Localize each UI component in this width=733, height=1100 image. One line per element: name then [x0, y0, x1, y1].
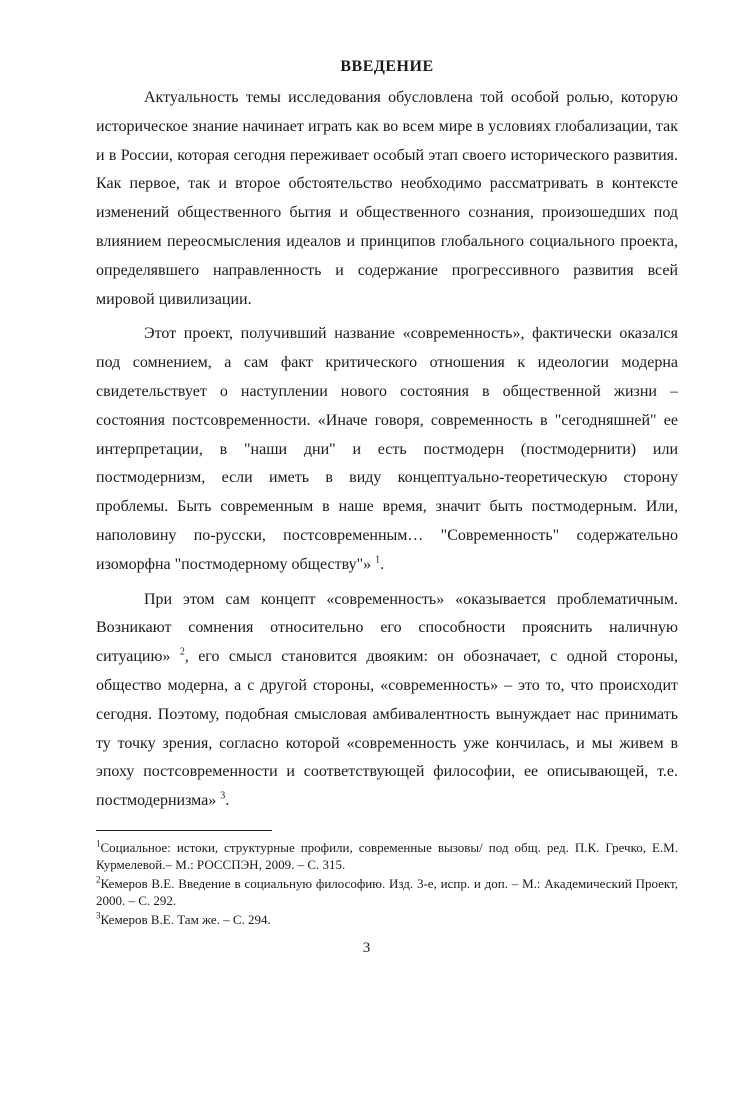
footnote-ref-3: 3: [220, 790, 226, 802]
footnote-mark-1: 1: [96, 838, 101, 849]
footnotes: [96, 830, 678, 930]
paragraph-3-part1: При этом сам концепт «современность» «оказывается проблематичным. Возникают сомнения относительно его способности прояснить наличную ситуацию»: [96, 590, 678, 666]
section-title: ВВЕДЕНИЕ: [340, 58, 434, 75]
footnote-2: [96, 875, 678, 909]
footnote-mark-2: 2: [96, 874, 101, 885]
paragraph-2-text: Этот проект, получивший название «современность», фактически оказался под сомнением, а сам факт критического отношения к идеологии модерна свидетельствует о наступлении нового состояния в общественной жизни – состояния постсовременности. «Иначе говоря, современность в "сегодняшней" ее интерпретации, в "наши дни" и есть постмодерн (постмодернити) или постмодернизм, если иметь в виду концептуально-теоретическую сторону проблемы. Быть современным в наше время, значит быть постмодерным. Или, наполовину по-русски, постсовременным… "Современность" содержательно изоморфна "постмодерному обществу"»: [96, 325, 678, 573]
footnote-1: [96, 839, 678, 873]
paragraph-2-tail: .: [380, 555, 385, 573]
footnote-ref-1: 1: [375, 554, 381, 566]
paragraph-3-tail: .: [225, 792, 230, 810]
footnote-3-text: Кемеров В.Е. Там же. – С. 294.: [100, 912, 271, 927]
paragraph-3: [96, 586, 678, 816]
document-page: [96, 58, 678, 822]
footnote-3: [96, 911, 678, 928]
footnote-divider: [96, 830, 272, 831]
paragraph-2: [96, 320, 678, 579]
footnote-1-text: Социальное: истоки, структурные профили, современные вызовы/ под общ. ред. П.К. Гречко, Е.М. Курмелевой.– М.: РОССПЭН, 2009. – С. 315.: [96, 840, 678, 872]
footnote-2-text: Кемеров В.Е. Введение в социальную философию. Изд. 3-е, испр. и доп. – М.: Академический Проект, 2000. – С. 292.: [96, 876, 678, 908]
footnote-mark-3: 3: [96, 910, 101, 921]
footnote-ref-2: 2: [179, 646, 185, 658]
paragraph-1-text: Актуальность темы исследования обусловлена той особой ролью, которую историческое знание начинает играть как во всем мире в условиях глобализации, так и в России, которая сегодня переживает особый этап своего исторического развития. Как первое, так и второе обстоятельство необходимо рассматривать в контексте изменений общественного бытия и общественного сознания, произошедших под влиянием переосмысления идеалов и принципов глобального социального проекта, определявшего направленность и содержание прогрессивного развития всей мировой цивилизации.: [96, 89, 678, 308]
page-number: 3: [362, 940, 371, 956]
paragraph-3-part2: , его смысл становится двояким: он обозначает, с одной стороны, общество модерна, а с другой стороны, «современность» – это то, что происходит сегодня. Поэтому, подобная смысловая амбивалентность вынуждает нас принимать ту точку зрения, согласно которой «современность уже кончилась, и мы живем в эпоху постсовременности и соответствующей философии, ее описывающей, т.е. постмодернизма»: [96, 648, 679, 810]
paragraph-1: [96, 84, 678, 314]
